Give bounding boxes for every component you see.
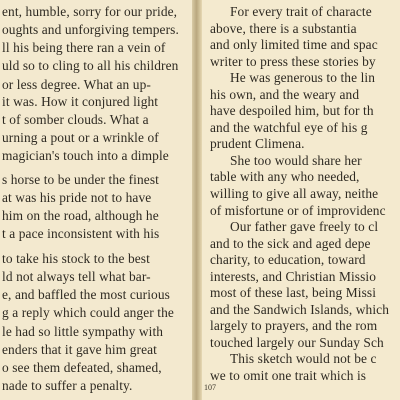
text-line: uld so to cling to all his children — [2, 58, 179, 74]
text-line: his own, and the weary and — [210, 86, 360, 102]
text-line: magician's touch into a dimple — [2, 148, 169, 164]
text-line: table with any who needed, — [210, 169, 360, 185]
text-line: of misfortune or of improvidenc — [210, 202, 386, 218]
text-line: prudent Climena. — [210, 136, 305, 152]
text-line: writer to press these stories by — [210, 53, 376, 69]
text-line: t a pace inconsistent with his — [2, 226, 160, 242]
text-line: it was. How it conjured light — [2, 93, 159, 109]
text-line: and only limited time and spac — [210, 37, 378, 53]
text-line: t of somber clouds. What a — [2, 112, 149, 128]
text-line: o see them defeated, shamed, — [2, 359, 162, 375]
text-line: to take his stock to the best — [2, 250, 150, 266]
text-line: For every trait of characte — [230, 4, 372, 19]
text-line: we to omit one trait which is — [210, 368, 367, 383]
book-gutter — [192, 0, 202, 400]
text-line: Our father gave freely to cl — [230, 219, 379, 235]
text-line: urning a pout or a wrinkle of — [2, 130, 159, 146]
text-line: above, there is a substantia — [210, 20, 357, 36]
text-line: most of these last, being Missi — [210, 285, 377, 301]
text-line: interests, and Christian Missio — [210, 268, 377, 284]
page-number: 107 — [204, 383, 216, 392]
text-line: him on the road, although he — [2, 208, 159, 224]
text-line: or less degree. What an up- — [2, 76, 151, 92]
text-line: nade to suffer a penalty. — [2, 378, 133, 393]
text-line: ll his being there ran a vein of — [2, 40, 166, 56]
text-line: e, and baffled the most curious — [2, 287, 170, 303]
text-line: s horse to be under the finest — [2, 171, 159, 187]
text-line: ent, humble, sorry for our pride, — [2, 4, 178, 19]
text-line: This sketch would not be c — [230, 351, 377, 367]
text-line: g a reply which could anger the — [2, 305, 174, 321]
text-line: He was generous to the lin — [230, 70, 376, 86]
text-line: le had so little sympathy with — [2, 323, 164, 339]
text-line: have despoiled him, but for th — [210, 103, 374, 119]
text-line: and the watchful eye of his g — [210, 119, 368, 135]
left-page — [0, 0, 192, 400]
text-line: oughts and unforgiving tempers. — [2, 22, 179, 38]
text-line: ld not always tell what bar- — [2, 269, 151, 285]
text-line: She too would share her — [230, 152, 362, 168]
text-line: and to the sick and aged depe — [210, 235, 371, 251]
text-line: at was his pride not to have — [2, 190, 152, 206]
text-line: largely to prayers, and the rom — [210, 318, 378, 334]
text-line: willing to give all away, neithe — [210, 186, 379, 201]
text-line: and the Sandwich Islands, which — [210, 301, 390, 317]
right-page — [202, 0, 400, 400]
text-line: touched largely our Sunday Sch — [210, 334, 384, 350]
text-line: charity, to education, toward — [210, 252, 366, 268]
text-line: enders that it gave him great — [2, 341, 157, 357]
